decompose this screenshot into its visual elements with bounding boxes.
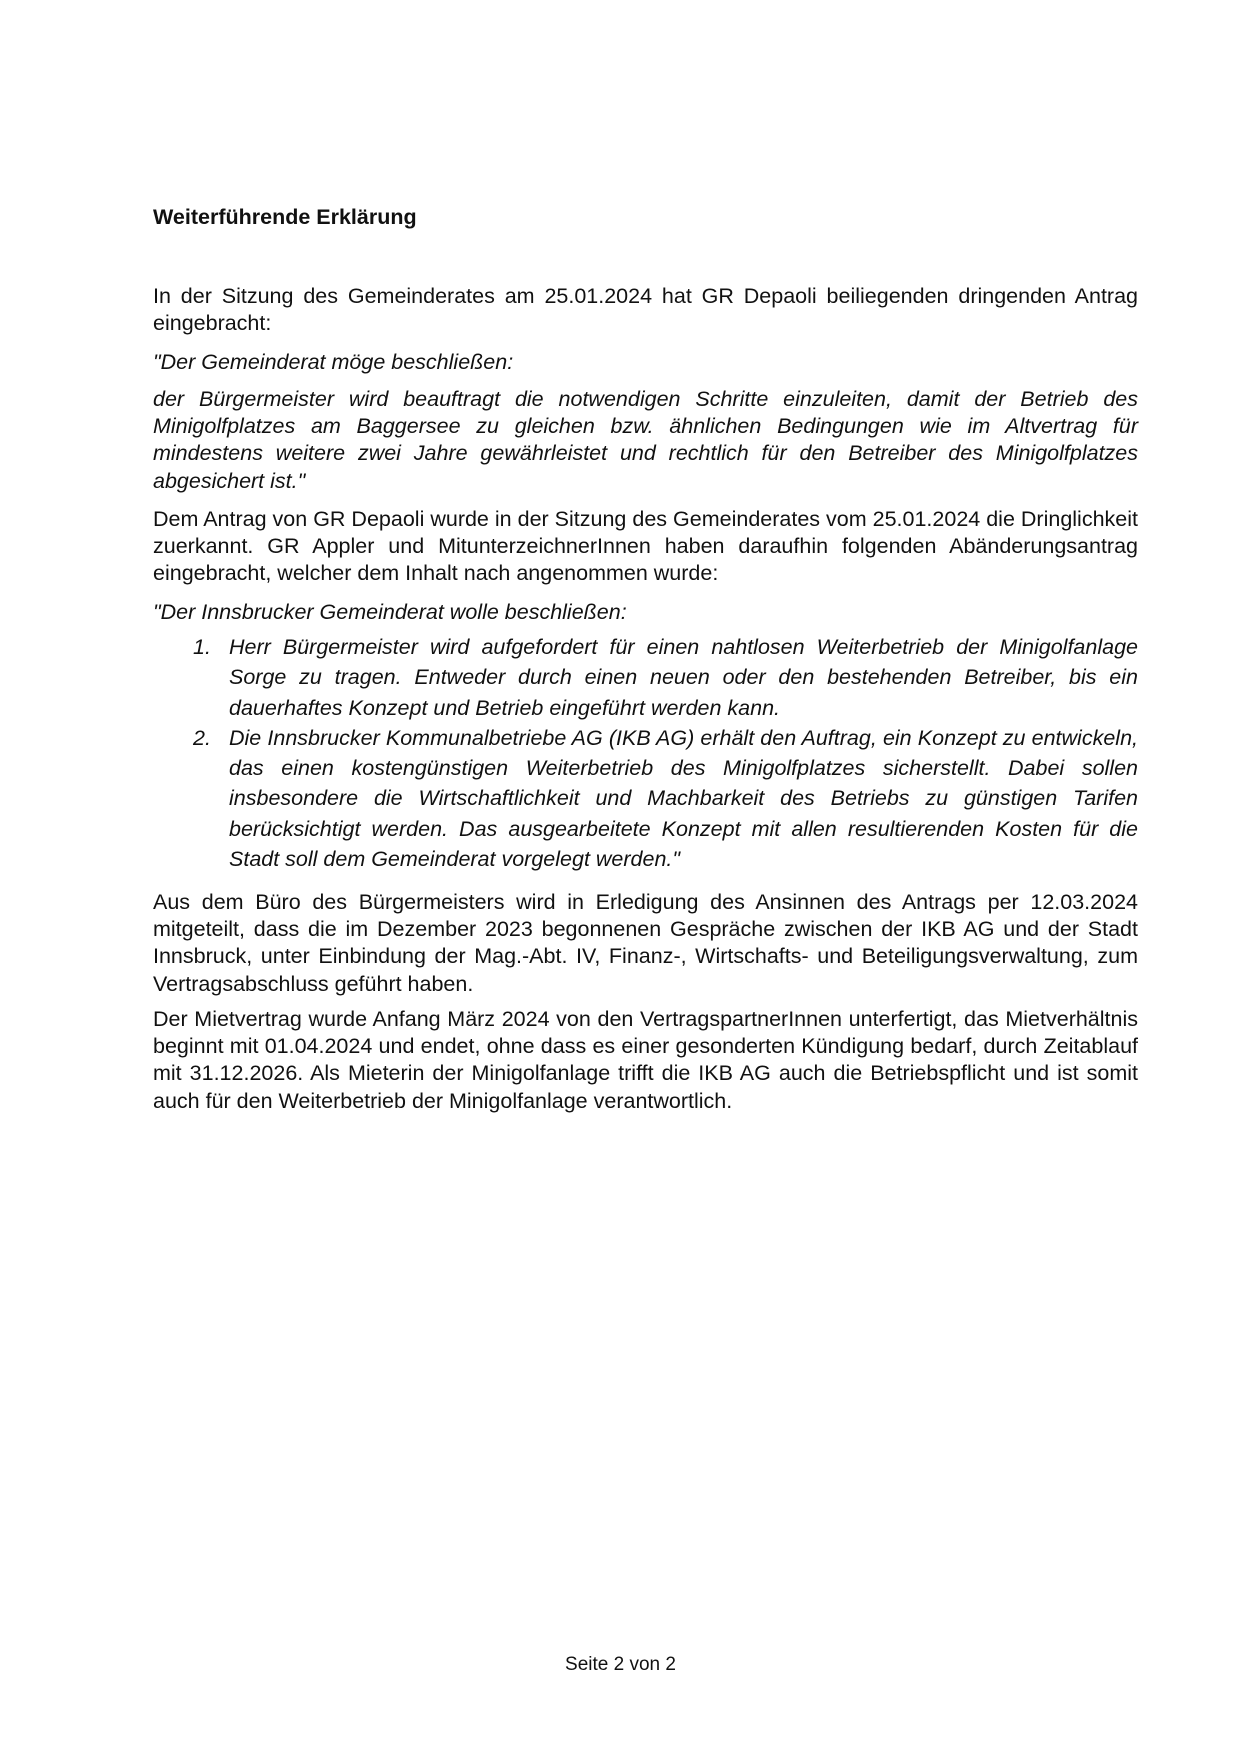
paragraph-lease: Der Mietvertrag wurde Anfang März 2024 von den VertragspartnerInnen unterfertigt, das Mietverhältnis beginnt mit 01.04.2024 und endet, ohne dass es einer gesonderten Kündigung bedarf, durch Zeitablauf mit 31.12.2026. Als Mieterin der Minigolfanlage trifft die IKB AG auch die Betriebspflicht und ist somit auch für den Weiterbetrieb der Minigolfanlage verantwortlich.	[153, 1007, 1138, 1113]
list-number: 2.	[193, 725, 211, 750]
quote-intro-2: "Der Innsbrucker Gemeinderat wolle beschließen:	[153, 600, 627, 624]
list-item	[153, 723, 1138, 874]
list-number: 1.	[193, 635, 211, 659]
resolution-list	[153, 632, 1138, 874]
list-text: Die Innsbrucker Kommunalbetriebe AG (IKB AG) erhält den Auftrag, ein Konzept zu entwickeln, das einen kostengünstigen Weiterbetrieb des Minigolfplatzes sicherstellt. Dabei sollen insbesondere die Wirtschaftlichkeit und Machbarkeit des Betriebs zu günstigen Tarifen berücksichtigt werden. Das ausgearbeitete Konzept mit allen resultierenden Kosten für die Stadt soll dem Gemeinderat vorgelegt werden."	[229, 725, 1138, 872]
paragraph-intro: In der Sitzung des Gemeinderates am 25.01.2024 hat GR Depaoli beiliegenden dringenden Antrag eingebracht:	[153, 284, 1138, 336]
quote-intro-1: "Der Gemeinderat möge beschließen:	[153, 350, 514, 374]
paragraph-mayor-office: Aus dem Büro des Bürgermeisters wird in Erledigung des Ansinnen des Antrags per 12.03.2024 mitgeteilt, dass die im Dezember 2023 begonnenen Gespräche zwischen der IKB AG und der Stadt Innsbruck, unter Einbindung der Mag.-Abt. IV, Finanz-, Wirtschafts- und Beteiligungsverwaltung, zum Vertragsabschluss geführt haben.	[153, 890, 1138, 996]
list-text: Herr Bürgermeister wird aufgefordert für einen nahtlosen Weiterbetrieb der Minigolfanlage Sorge zu tragen. Entweder durch einen neuen oder den bestehenden Betreiber, bis ein dauerhaftes Konzept und Betrieb eingeführt werden kann.	[229, 635, 1138, 720]
page-heading: Weiterführende Erklärung	[153, 205, 417, 229]
paragraph-urgency: Dem Antrag von GR Depaoli wurde in der Sitzung des Gemeinderates vom 25.01.2024 die Dringlichkeit zuerkannt. GR Appler und MitunterzeichnerInnen haben daraufhin folgenden Abänderungsantrag eingebracht, welcher dem Inhalt nach angenommen wurde:	[153, 507, 1138, 586]
quote-body-1: der Bürgermeister wird beauftragt die notwendigen Schritte einzuleiten, damit der Betrieb des Minigolfplatzes am Baggersee zu gleichen bzw. ähnlichen Bedingungen wie im Altvertrag für mindestens weitere zwei Jahre gewährleistet und rechtlich für den Betreiber des Minigolfplatzes abgesichert ist."	[153, 387, 1138, 493]
list-item	[153, 632, 1138, 723]
page-number: Seite 2 von 2	[565, 1654, 676, 1675]
